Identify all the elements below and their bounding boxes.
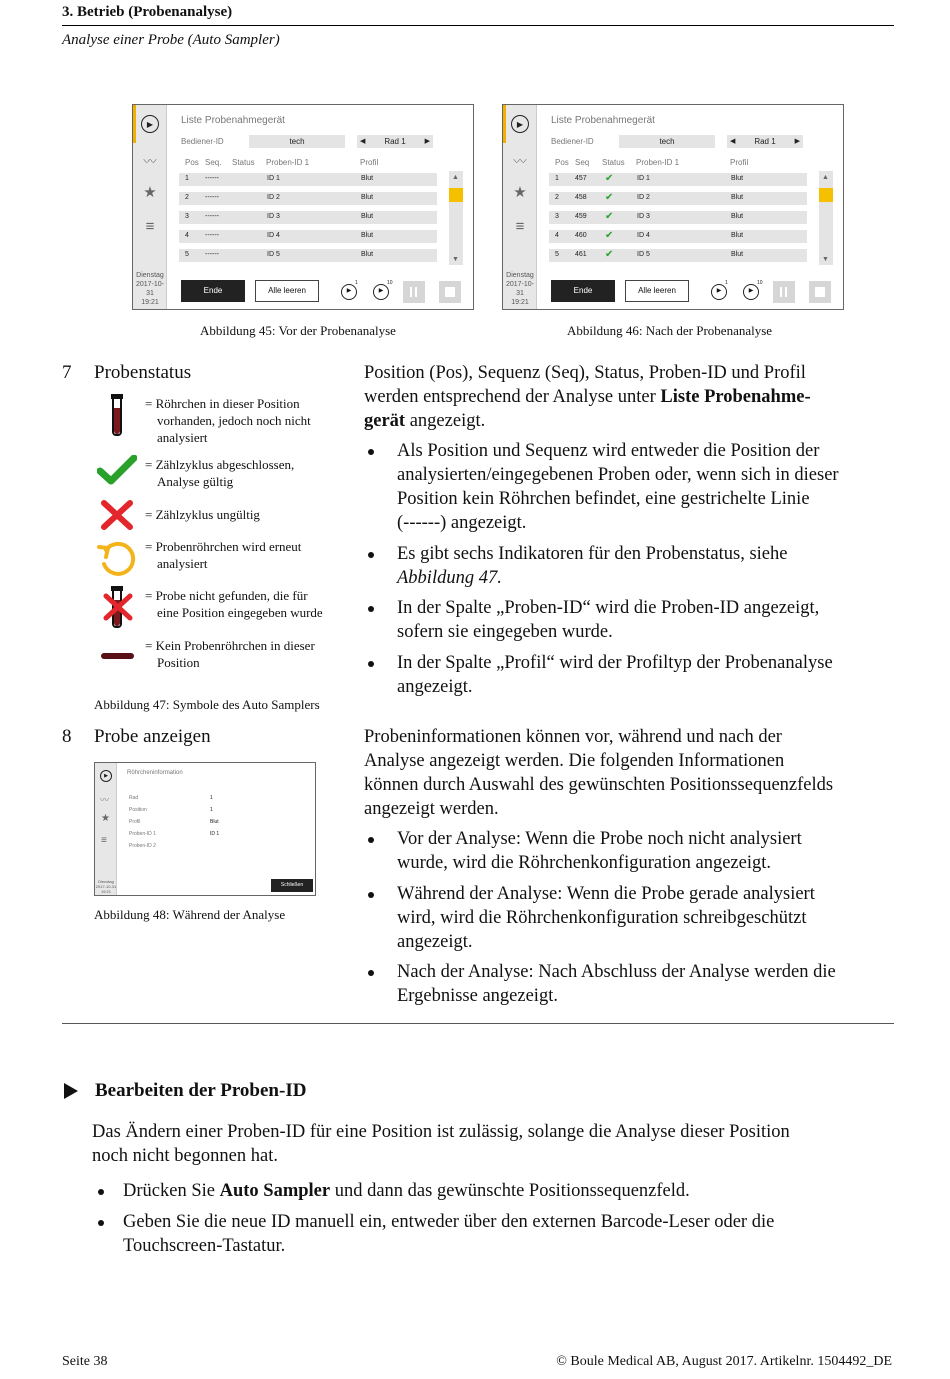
procedure-intro: [92, 1120, 892, 1168]
field-value: 1: [210, 795, 213, 801]
paragraph-line: können durch Auswahl des gewünschten Positionssequenzfelds: [364, 775, 834, 795]
section-subtitle: Analyse einer Probe (Auto Sampler): [62, 32, 280, 48]
menu-icon: ≡: [145, 217, 155, 235]
table-row: [179, 249, 437, 262]
bullet: [368, 837, 374, 843]
scroll-up-icon: ▲: [452, 174, 459, 181]
field-label: Proben-ID 1: [129, 831, 156, 837]
step-number: 7: [62, 362, 72, 383]
symbol-line: analysiert: [157, 430, 208, 445]
text-run: angezeigt.: [405, 411, 486, 431]
star-icon: ★: [101, 813, 110, 824]
bullet: [368, 970, 374, 976]
symbol-description: [145, 587, 323, 621]
paragraph-line: wurde, wird die Röhrchenkonfiguration angezeigt.: [397, 853, 771, 873]
bullet-text: [123, 1210, 774, 1258]
symbol-description: [145, 538, 301, 572]
cell-profile: Blut: [731, 175, 744, 182]
screen-title: Liste Probenahmegerät: [181, 115, 285, 126]
symbol-line: = Probe nicht gefunden, die für: [145, 588, 308, 603]
bullet: [98, 1189, 104, 1195]
figure-46-caption: Abbildung 46: Nach der Probenanalyse: [567, 323, 773, 338]
cell-pos: 3: [185, 213, 189, 220]
cell-pos: 4: [185, 232, 189, 239]
col-seq: Seq.: [205, 158, 222, 167]
end-button: Ende: [181, 280, 245, 302]
paragraph-line: Touchscreen-Tastatur.: [123, 1236, 286, 1256]
paragraph-line: In der Spalte „Proben-ID“ wird die Proben-ID angezeigt,: [397, 598, 820, 618]
section-divider: [62, 1023, 894, 1024]
paragraph-line: angezeigt.: [397, 932, 473, 952]
col-profile: Profil: [360, 158, 379, 167]
cell-id: ID 4: [267, 232, 280, 239]
chart-icon: 〰: [143, 153, 157, 169]
table-row: [549, 173, 807, 186]
paragraph-line: angezeigt.: [397, 677, 473, 697]
clear-all-button: Alle leeren: [255, 280, 319, 302]
bullet: [368, 606, 374, 612]
reanalyze-icon: [96, 538, 138, 578]
play-once-count: 1: [355, 280, 358, 286]
check-icon: ✔: [605, 230, 614, 241]
play-icon: ▶: [511, 115, 529, 133]
field-label: Rad: [129, 795, 139, 801]
symbol-line: Analyse gültig: [157, 474, 234, 489]
cell-seq: 459: [575, 213, 587, 220]
bullet-text: [397, 596, 819, 644]
star-icon: ★: [143, 184, 157, 201]
paragraph-line: Analyse angezeigt werden. Die folgenden Informationen: [364, 751, 785, 771]
table-row: [179, 211, 437, 224]
date-display: [133, 271, 167, 309]
field-value: 1: [210, 807, 213, 813]
col-status: Status: [602, 158, 625, 167]
header-divider: [62, 25, 894, 26]
field-label: Position: [129, 807, 147, 813]
cell-id: ID 1: [267, 175, 280, 182]
paragraph-line: wird, wird die Röhrchenkonfiguration schreibgeschützt: [397, 908, 807, 928]
ui-term: gerät: [364, 411, 406, 431]
paragraph-line: Position kein Röhrchen befindet, eine gestrichelte Linie: [397, 489, 810, 509]
paragraph-line: angezeigt werden.: [364, 799, 499, 819]
rack-value: Rad 1: [754, 137, 776, 146]
text-run: werden entsprechend der Analyse unter: [364, 387, 661, 407]
check-icon: ✔: [605, 211, 614, 222]
end-button: Ende: [551, 280, 615, 302]
scroll-thumb: [819, 188, 833, 202]
cell-seq: ------: [205, 213, 219, 220]
sidebar: [95, 763, 117, 895]
step-number: 8: [62, 726, 72, 747]
cell-id: ID 4: [637, 232, 650, 239]
symbol-line: = Zählzyklus abgeschlossen,: [145, 457, 295, 472]
cell-profile: Blut: [361, 194, 374, 201]
symbol-line: Position: [157, 655, 200, 670]
symbol-line: eine Position eingegeben wurde: [157, 605, 323, 620]
symbol-line: = Röhrchen in dieser Position: [145, 396, 300, 411]
play-once-icon: ▶: [711, 284, 727, 300]
cell-profile: Blut: [731, 232, 744, 239]
bullet: [368, 661, 374, 667]
cell-seq: 460: [575, 232, 587, 239]
sidebar: [133, 105, 167, 309]
cell-profile: Blut: [731, 194, 744, 201]
screen-title: Röhrcheninformation: [127, 770, 183, 776]
chevron-right-icon: ▶: [424, 138, 430, 145]
pause-icon: [403, 281, 425, 303]
step-title: Probe anzeigen: [94, 726, 211, 747]
cell-pos: 4: [555, 232, 559, 239]
paragraph-line: Nach der Analyse: Nach Abschluss der Analyse werden die: [397, 962, 836, 982]
paragraph-line: [364, 385, 894, 409]
date-value: 2017-10-31: [505, 281, 535, 297]
col-status: Status: [232, 158, 255, 167]
operator-label: Bediener-ID: [181, 137, 224, 146]
field-values: [210, 792, 219, 840]
symbol-line: analysiert: [157, 556, 208, 571]
paragraph-line: Position (Pos), Sequenz (Seq), Status, Proben-ID und Profil: [364, 363, 806, 383]
rack-selector: [357, 135, 433, 148]
scroll-down-icon: ▼: [452, 256, 459, 263]
cell-id: ID 3: [637, 213, 650, 220]
col-pos: Pos: [185, 158, 199, 167]
procedure-title: Bearbeiten der Proben-ID: [95, 1080, 307, 1101]
play-repeat-icon: ▶: [373, 284, 389, 300]
step-title: Probenstatus: [94, 362, 192, 383]
table-row: [549, 192, 807, 205]
date-weekday: Dienstag: [506, 272, 534, 279]
bullet-text: [397, 651, 833, 699]
figure-45-caption: Abbildung 45: Vor der Probenanalyse: [200, 323, 396, 338]
status-description: [364, 361, 894, 433]
cell-seq: 458: [575, 194, 587, 201]
date-weekday: Dienstag: [136, 272, 164, 279]
bullet: [368, 892, 374, 898]
time-value: 19:21: [100, 889, 111, 894]
cell-seq: ------: [205, 251, 219, 258]
field-labels: [129, 792, 156, 852]
chart-icon: 〰: [513, 153, 527, 169]
close-button: Schließen: [271, 879, 313, 892]
date-display: [503, 271, 537, 309]
cell-id: ID 2: [267, 194, 280, 201]
play-repeat-icon: ▶: [743, 284, 759, 300]
cell-pos: 1: [185, 175, 189, 182]
operator-field: tech: [249, 135, 345, 148]
cell-profile: Blut: [361, 213, 374, 220]
table-row: [549, 249, 807, 262]
section-title: 3. Betrieb (Probenanalyse): [62, 4, 233, 20]
cell-seq: ------: [205, 194, 219, 201]
active-indicator: [133, 105, 136, 143]
cell-seq: 461: [575, 251, 587, 258]
menu-icon: ≡: [515, 217, 525, 235]
pause-icon: [773, 281, 795, 303]
stop-icon: [809, 281, 831, 303]
cell-pos: 2: [555, 194, 559, 201]
table-row: [549, 230, 807, 243]
col-pos: Pos: [555, 158, 569, 167]
bullet-text: [397, 827, 802, 875]
bullet-text: [123, 1179, 690, 1203]
play-once-icon: ▶: [341, 284, 357, 300]
page-number: Seite 38: [62, 1354, 108, 1369]
cell-profile: Blut: [731, 251, 744, 258]
symbol-description: [145, 637, 315, 671]
figure-reference: Abbildung 47.: [397, 568, 502, 588]
scrollbar: [819, 171, 833, 265]
time-value: 19:21: [141, 299, 159, 306]
date-value: 2017-10-31: [95, 884, 117, 889]
date-weekday: Dienstag: [98, 879, 114, 884]
stop-icon: [439, 281, 461, 303]
paragraph-line: sofern sie eingegeben wurde.: [397, 622, 613, 642]
paragraph-line: Während der Analyse: Wenn die Probe gerade analysiert: [397, 884, 815, 904]
play-once-count: 1: [725, 280, 728, 286]
ui-term: Auto Sampler: [219, 1181, 331, 1201]
tube-icon: [112, 396, 122, 436]
cell-profile: Blut: [361, 175, 374, 182]
play-icon: ▶: [100, 770, 112, 782]
check-icon: ✔: [605, 192, 614, 203]
operator-label: Bediener-ID: [551, 137, 594, 146]
no-tube-icon: [101, 653, 134, 659]
cross-icon: [102, 592, 134, 622]
screenshot-before-analysis: [132, 104, 474, 310]
paragraph-line: [364, 409, 894, 433]
bullet-text: [397, 960, 836, 1008]
check-icon: ✔: [605, 173, 614, 184]
paragraph-line: (------) angezeigt.: [397, 513, 527, 533]
cell-seq: ------: [205, 175, 219, 182]
cell-pos: 3: [555, 213, 559, 220]
cell-pos: 5: [555, 251, 559, 258]
scroll-up-icon: ▲: [822, 174, 829, 181]
cell-seq: ------: [205, 232, 219, 239]
text-run: und dann das gewünschte Positionssequenzfeld.: [330, 1181, 690, 1201]
symbol-line: = Kein Probenröhrchen in dieser: [145, 638, 315, 653]
col-sample-id: Proben-ID 1: [266, 158, 310, 167]
clear-all-button: Alle leeren: [625, 280, 689, 302]
ui-term: Liste Probenahme-: [660, 387, 811, 407]
field-value: Blut: [210, 819, 219, 825]
date-display: [95, 879, 117, 894]
figure-48-caption: Abbildung 48: Während der Analyse: [94, 907, 286, 922]
rack-value: Rad 1: [384, 137, 406, 146]
star-icon: ★: [513, 184, 527, 201]
triangle-right-icon: [64, 1083, 78, 1099]
play-repeat-count: 10: [387, 280, 393, 286]
menu-icon: ≡: [101, 835, 107, 846]
chevron-left-icon: ◀: [730, 138, 736, 145]
play-icon: ▶: [141, 115, 159, 133]
sidebar: [503, 105, 537, 309]
text-run: Drücken Sie: [123, 1181, 220, 1201]
cell-pos: 5: [185, 251, 189, 258]
paragraph-line: analysierten/eingegebenen Proben oder, wenn sich in dieser: [397, 465, 839, 485]
cell-id: ID 1: [637, 175, 650, 182]
cell-id: ID 5: [267, 251, 280, 258]
bullet-text: [397, 542, 787, 590]
chevron-right-icon: ▶: [794, 138, 800, 145]
scroll-thumb: [449, 188, 463, 202]
check-icon: [97, 455, 137, 485]
operator-field: tech: [619, 135, 715, 148]
bullet: [368, 449, 374, 455]
cell-profile: Blut: [361, 251, 374, 258]
symbol-description: [145, 456, 294, 490]
play-repeat-count: 10: [757, 280, 763, 286]
cell-profile: Blut: [361, 232, 374, 239]
table-row: [179, 230, 437, 243]
table-row: [179, 192, 437, 205]
bullet: [368, 552, 374, 558]
screen-title: Liste Probenahmegerät: [551, 115, 655, 126]
table-row: [179, 173, 437, 186]
cell-profile: Blut: [731, 213, 744, 220]
active-indicator: [503, 105, 506, 143]
cell-pos: 1: [555, 175, 559, 182]
paragraph-line: Ergebnisse angezeigt.: [397, 986, 558, 1006]
symbol-line: vorhanden, jedoch noch nicht: [157, 413, 311, 428]
rack-selector: [727, 135, 803, 148]
chevron-left-icon: ◀: [360, 138, 366, 145]
paragraph-line: Vor der Analyse: Wenn die Probe noch nicht analysiert: [397, 829, 802, 849]
cell-pos: 2: [185, 194, 189, 201]
cross-icon: [100, 500, 134, 530]
paragraph-line: Es gibt sechs Indikatoren für den Probenstatus, siehe: [397, 544, 788, 564]
symbol-line: = Zählzyklus ungültig: [145, 507, 260, 522]
screenshot-after-analysis: [502, 104, 844, 310]
field-label: Proben-ID 2: [129, 843, 156, 849]
cell-id: ID 2: [637, 194, 650, 201]
sample-info-description: [364, 725, 894, 821]
symbol-description: [145, 395, 311, 446]
chart-icon: 〰: [100, 795, 110, 805]
scroll-down-icon: ▼: [822, 256, 829, 263]
field-label: Profil: [129, 819, 141, 825]
screenshot-tube-info: [94, 762, 316, 896]
col-seq: Seq: [575, 158, 590, 167]
figure-47-caption: Abbildung 47: Symbole des Auto Samplers: [94, 697, 320, 712]
cell-seq: 457: [575, 175, 587, 182]
symbol-description: [145, 506, 260, 523]
paragraph-line: In der Spalte „Profil“ wird der Profiltyp der Probenanalyse: [397, 653, 833, 673]
symbol-line: = Probenröhrchen wird erneut: [145, 539, 302, 554]
paragraph-line: Probeninformationen können vor, während und nach der: [364, 727, 782, 747]
date-value: 2017-10-31: [135, 281, 165, 297]
paragraph-line: noch nicht begonnen hat.: [92, 1146, 278, 1166]
bullet: [98, 1220, 104, 1226]
paragraph-line: Als Position und Sequenz wird entweder die Position der: [397, 441, 820, 461]
time-value: 19:21: [511, 299, 529, 306]
paragraph-line: Geben Sie die neue ID manuell ein, entweder über den externen Barcode-Leser oder die: [123, 1212, 775, 1232]
field-value: ID 1: [210, 831, 220, 837]
cell-id: ID 5: [637, 251, 650, 258]
table-row: [549, 211, 807, 224]
paragraph-line: Das Ändern einer Proben-ID für eine Position ist zulässig, solange die Analyse dieser Position: [92, 1122, 790, 1142]
col-sample-id: Proben-ID 1: [636, 158, 680, 167]
col-profile: Profil: [730, 158, 749, 167]
check-icon: ✔: [605, 249, 614, 260]
copyright: © Boule Medical AB, August 2017. Artikelnr. 1504492_DE: [556, 1354, 892, 1369]
bullet-text: [397, 882, 815, 954]
cell-id: ID 3: [267, 213, 280, 220]
scrollbar: [449, 171, 463, 265]
bullet-text: [397, 439, 839, 535]
